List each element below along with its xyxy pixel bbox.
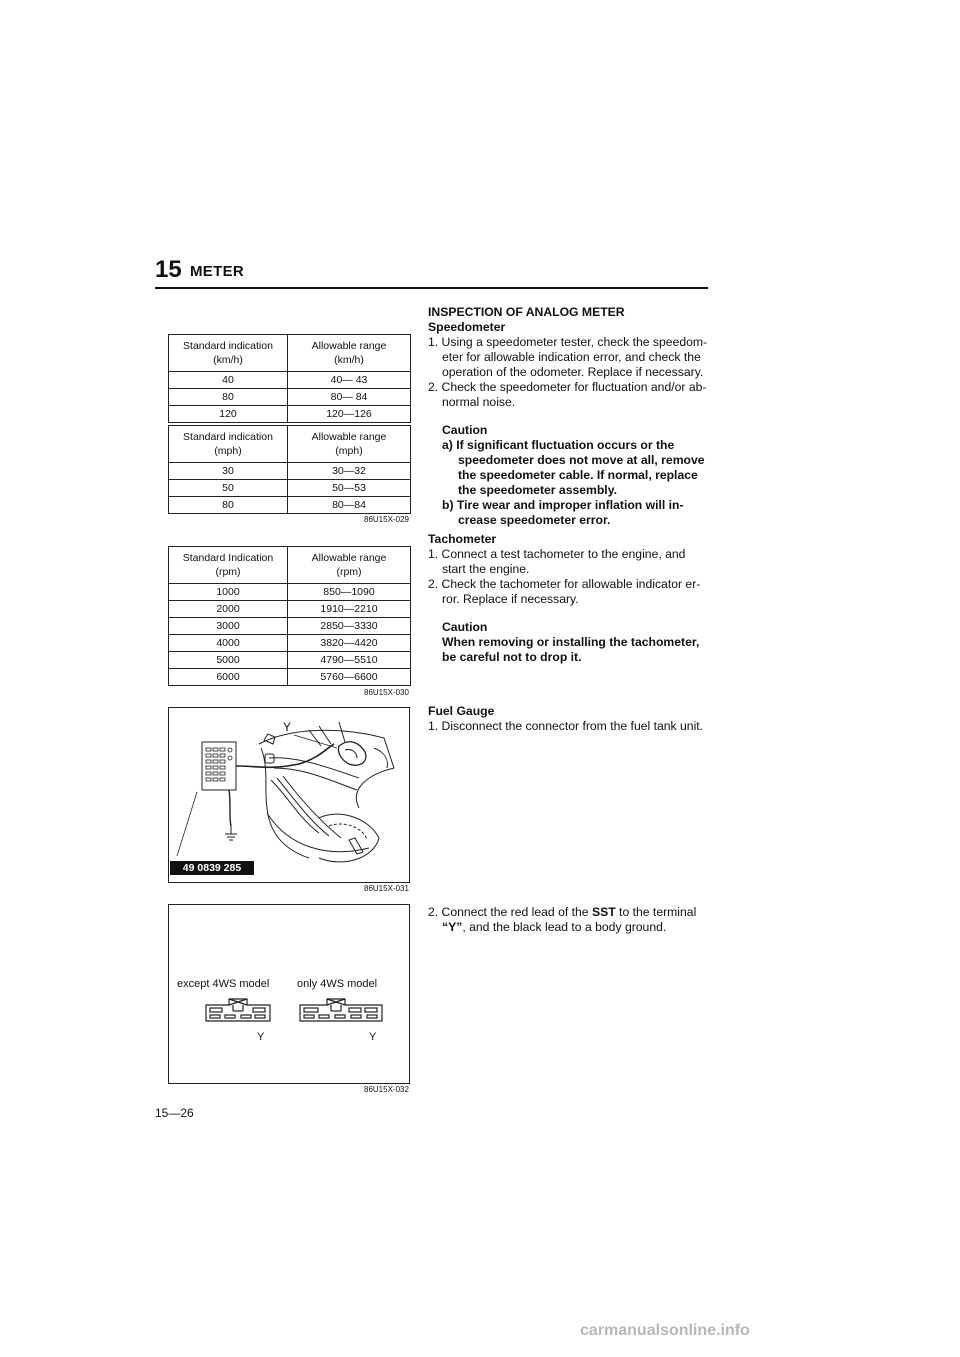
chapter-number: 15 — [155, 256, 182, 283]
table-cell: 80 — [169, 497, 288, 514]
speed-mph-table — [168, 425, 411, 514]
speed-kmh-table — [168, 334, 411, 423]
tachometer-rpm-table — [168, 546, 411, 686]
table-cell: 40— 43 — [288, 372, 411, 389]
table-row — [169, 584, 411, 601]
figure-code: 86U15X-029 — [364, 515, 409, 524]
table-cell: 1910—2210 — [288, 601, 411, 618]
terminal-y-left-label: Y — [257, 1031, 265, 1043]
table-cell: 3820—4420 — [288, 635, 411, 652]
table-row — [169, 601, 411, 618]
speedometer-caution — [428, 423, 710, 528]
tachometer-caution — [428, 620, 710, 665]
table-cell: 2000 — [169, 601, 288, 618]
table-head-cell: Allowable range (rpm) — [288, 547, 411, 584]
table-cell: 120—126 — [288, 406, 411, 423]
table-row — [169, 389, 411, 406]
table-cell: 80 — [169, 389, 288, 406]
table-row — [169, 480, 411, 497]
fuel-gauge-heading: Fuel Gauge — [428, 704, 495, 718]
table-cell: 120 — [169, 406, 288, 423]
figure-code: 86U15X-032 — [364, 1085, 409, 1094]
table-row — [169, 372, 411, 389]
table-cell: 50—53 — [288, 480, 411, 497]
except-4ws-label: except 4WS model — [177, 978, 270, 990]
fuel-gauge-step-2-block — [428, 905, 710, 935]
table-cell: 30 — [169, 463, 288, 480]
speedometer-section — [428, 305, 710, 528]
caution-item-a: a) If significant fluctuation occurs or the speedometer does not move at all, remove the speedometer cable. If normal, replace the speedometer assembly. — [442, 438, 705, 497]
caution-label: Caution — [442, 620, 488, 634]
table-row — [169, 652, 411, 669]
sst-term: SST — [591, 905, 616, 919]
caution-label: Caution — [442, 423, 488, 437]
speedometer-step-2: 2. Check the speedometer for fluctuation and/or ab-normal noise. — [428, 380, 707, 409]
connector-except-4ws-icon — [205, 997, 271, 1023]
section-title: INSPECTION OF ANALOG METER — [428, 305, 625, 319]
table-cell: 6000 — [169, 669, 288, 686]
step-2-text: , and the black lead to a body ground. — [462, 920, 667, 934]
table-cell: 2850—3330 — [288, 618, 411, 635]
tachometer-heading: Tachometer — [428, 532, 497, 546]
caution-item-b: b) Tire wear and improper inflation will in-crease speedometer error. — [442, 498, 684, 527]
fuel-gauge-step-1: 1. Disconnect the connector from the fuel tank unit. — [428, 719, 704, 733]
table-cell: 5000 — [169, 652, 288, 669]
only-4ws-label: only 4WS model — [297, 978, 378, 990]
table-head-cell: Standard Indication (rpm) — [169, 547, 288, 584]
table-cell: 80—84 — [288, 497, 411, 514]
terminal-y-label: Y — [283, 720, 292, 734]
fuel-gauge-section — [428, 704, 710, 734]
watermark: carmanualsonline.info — [580, 1322, 750, 1339]
terminal-y-term: “Y” — [442, 920, 463, 934]
table-row — [169, 669, 411, 686]
table-head-cell: Standard indication (km/h) — [169, 335, 288, 372]
table-cell: 50 — [169, 480, 288, 497]
fuel-gauge-step-2 — [428, 905, 710, 935]
step-2-text: 2. Connect the red lead of the — [428, 905, 592, 919]
table-head-cell: Standard indication (mph) — [169, 426, 288, 463]
figure-code: 86U15X-030 — [364, 688, 409, 697]
chapter-title: METER — [190, 263, 244, 280]
caution-text: When removing or installing the tachometer, be careful not to drop it. — [442, 635, 700, 664]
table-head-cell: Allowable range (mph) — [288, 426, 411, 463]
table-cell: 4790—5510 — [288, 652, 411, 669]
page-number: 15—26 — [155, 1106, 194, 1120]
table-row — [169, 635, 411, 652]
table-row — [169, 618, 411, 635]
header-rule — [155, 287, 708, 289]
connector-only-4ws-icon — [299, 997, 383, 1023]
table-cell: 4000 — [169, 635, 288, 652]
table-head-cell: Allowable range (km/h) — [288, 335, 411, 372]
table-row — [169, 406, 411, 423]
sst-number-badge: 49 0839 285 — [170, 861, 254, 875]
figure-code: 86U15X-031 — [364, 884, 409, 893]
table-cell: 850—1090 — [288, 584, 411, 601]
table-row — [169, 497, 411, 514]
tachometer-section — [428, 532, 710, 665]
tachometer-step-2: 2. Check the tachometer for allowable indicator er-ror. Replace if necessary. — [428, 577, 701, 606]
step-2-text: to the terminal — [615, 905, 697, 919]
terminal-y-right-label: Y — [369, 1031, 377, 1043]
wiring-illustration — [169, 708, 409, 882]
table-cell: 80— 84 — [288, 389, 411, 406]
table-cell: 1000 — [169, 584, 288, 601]
table-cell: 5760—6600 — [288, 669, 411, 686]
table-row — [169, 463, 411, 480]
speedometer-step-1: 1. Using a speedometer tester, check the speedom-eter for allowable indication error, and check the operation of the odometer. Replace if necessary. — [428, 335, 708, 379]
table-cell: 40 — [169, 372, 288, 389]
fuel-gauge-figure — [168, 707, 410, 883]
table-cell: 3000 — [169, 618, 288, 635]
connector-figure — [168, 904, 410, 1084]
speedometer-heading: Speedometer — [428, 320, 506, 334]
tachometer-step-1: 1. Connect a test tachometer to the engine, and start the engine. — [428, 547, 686, 576]
table-cell: 30—32 — [288, 463, 411, 480]
